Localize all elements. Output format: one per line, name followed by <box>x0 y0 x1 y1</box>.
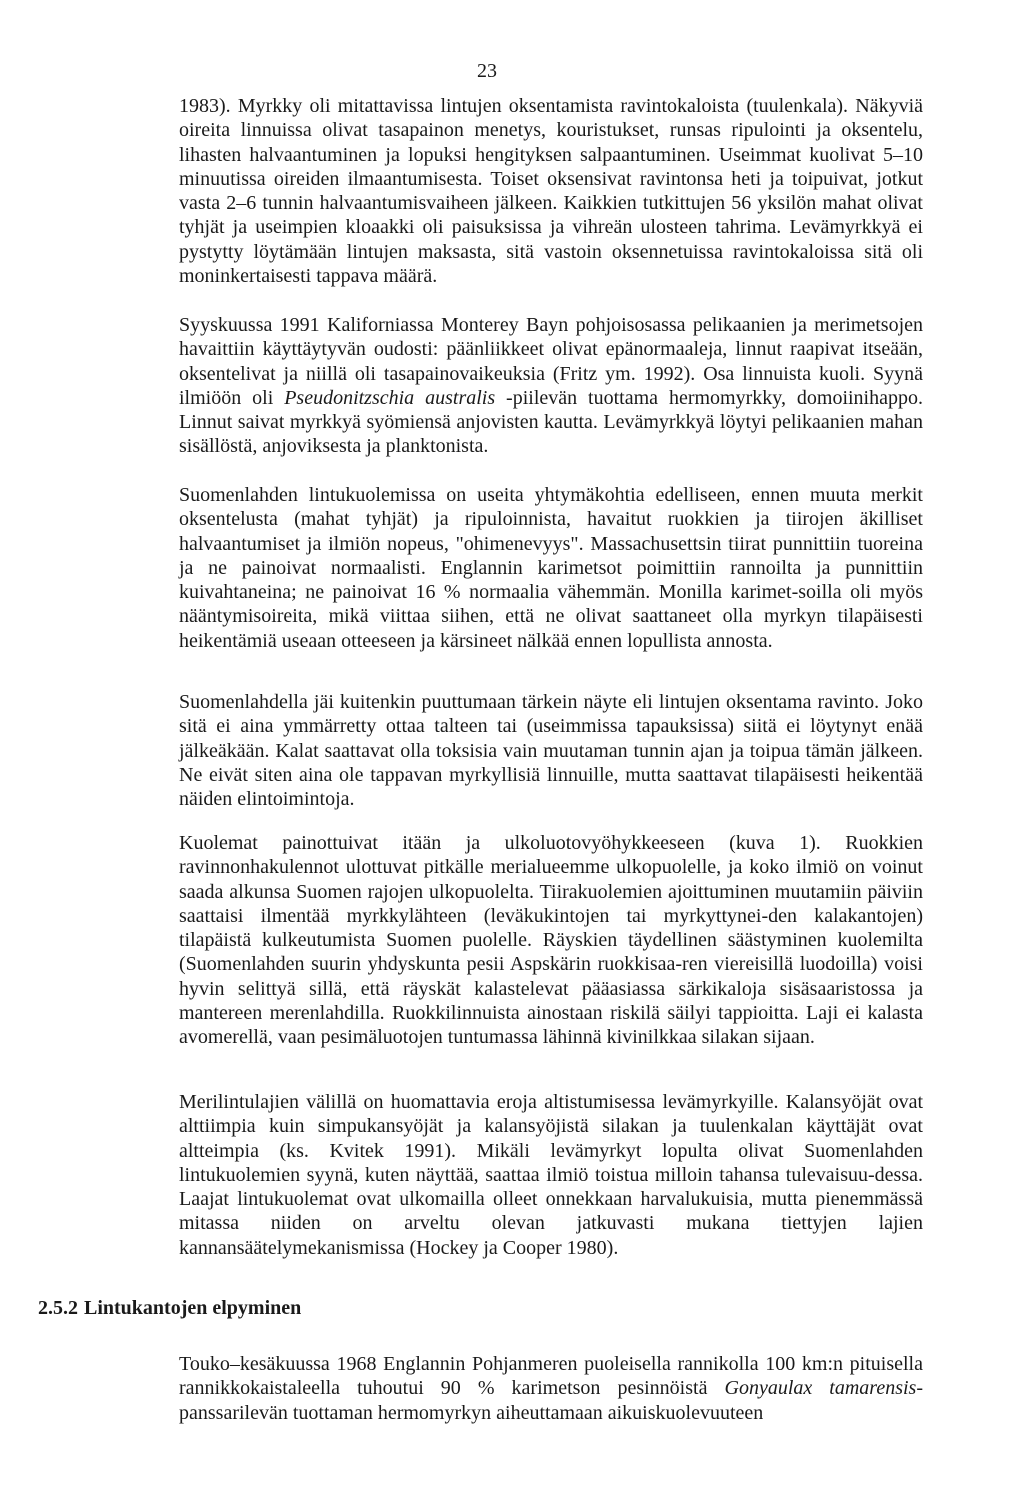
species-name-italic: Pseudonitzschia australis <box>284 386 496 409</box>
paragraph-7-text-start: Touko–kesäkuussa 1968 Englannin Pohjanmeren puoleisella rannikolla 100 km:n pituisella rannikkokaistaleella tuhoutui 90 % karimetson pesinnöistä <box>179 1353 923 1400</box>
paragraph-7 <box>179 1352 923 1425</box>
paragraph-7-text-end: -panssarilevän tuottaman hermomyrkyn aiheuttamaan aikuiskuolevuuteen <box>179 1377 924 1424</box>
paragraph-4: Suomenlahdella jäi kuitenkin puuttumaan tärkein näyte eli lintujen oksentama ravinto. Joko sitä ei aina ymmärretty ottaa talteen tai (useimmissa tapauksissa) siitä ei löytynyt enää jälkeäkään. Kalat saattavat olla toksisia vain muutaman tunnin ajan ja toipua tämän jälkeen. Ne eivät siten aina ole tappavan myrkyllisiä linnuille, mutta saattavat tilapäisesti heikentää näiden elintoimintoja. <box>179 691 923 811</box>
paragraph-6: Merilintulajien välillä on huomattavia eroja altistumisessa levämyrkyille. Kalansyöjät ovat alttiimpia kuin simpukansyöjät ja kalansyöjistä silakan ja tuulenkalan käyttäjät ovat altteimpia (ks. Kvitek 1991). Mikäli levämyrkyt lopulta olivat Suomenlahden lintukuolemien syynä, kuten näyttää, saattaa ilmiö toistua milloin tahansa tulevaisuu-dessa. Laajat lintukuolemat ovat ulkomailla olleet onnekkaan harvalukuisia, mutta pienemmässä mitassa niiden on arveltu olevan jatkuvasti mukana tiettyjen lajien kannansäätelymekanismissa (Hockey ja Cooper 1980). <box>179 1091 923 1259</box>
paragraph-3: Suomenlahden lintukuolemissa on useita yhtymäkohtia edelliseen, ennen muuta merkit oksentelusta (mahat tyhjät) ja ripuloinnista, havaitut ruokkien ja tiirojen äkilliset halvaantumiset ja ilmiön nopeus, "ohimenevyys". Massachusettsin tiirat punnittiin tuoreina ja ne painoivat normaalisti. Englannin karimetsot poimittiin rannoilta ja punnittiin kuivahtaneina; ne painoivat 16 % normaalia vähemmän. Monilla karimet-soilla oli myös nääntymisoireita, mikä viittaa siihen, että ne olivat saattaneet olla myrkyn tilapäisesti heikentämiä useaan otteeseen ja kärsineet nälkää ennen lopullista annosta. <box>179 484 923 652</box>
paragraph-2-text-start: Syyskuussa 1991 Kaliforniassa Monterey Bayn pohjoisosassa pelikaanien ja merimetsojen havaittiin käyttäytyvän oudosti: päänliikkeet olivat epänormaaleja, linnut raapivat itseään, oksentelivat ja niillä oli tasapainovaikeuksia (Fritz ym. 1992). Osa linnuista kuoli. Syynä ilmiöön oli <box>179 314 923 409</box>
section-heading <box>38 1297 301 1320</box>
paragraph-1: 1983). Myrkky oli mitattavissa lintujen oksentamista ravintokaloista (tuulenkala). Näkyviä oireita linnuissa olivat tasapainon menetys, kouristukset, runsas ripulointi ja oksentelu, lihasten halvaantuminen ja lopuksi hengityksen salpaantuminen. Useimmat kuolivat 5–10 minuutissa oireiden ilmaantumisesta. Toiset oksensivat ravintonsa heti ja toipuivat, jotkut vasta 2–6 tunnin halvaantumisvaiheen jälkeen. Kaikkien tutkittujen 56 yksilön mahat olivat tyhjät ja useimpien kloaakki oli paisuksissa ja vihreän ulosteen tahrima. Levämyrkkyä ei pystytty löytämään lintujen maksasta, sitä vastoin oksennetuissa ravintokaloissa sitä oli moninkertaisesti tappava määrä. <box>179 95 923 288</box>
section-number: 2.5.2 <box>38 1297 78 1319</box>
page-number: 23 <box>477 60 497 82</box>
paragraph-2-text-end: -piilevän tuottama hermomyrkky, domoiinihappo. Linnut saivat myrkkyä syömiensä anjovisten kautta. Levämyrkkyä löytyi pelikaanien mahan sisällöstä, anjoviksesta ja planktonista. <box>179 386 923 458</box>
paragraph-5: Kuolemat painottuivat itään ja ulkoluotovyöhykkeeseen (kuva 1). Ruokkien ravinnonhakulennot ulottuvat pitkälle merialueemme ulkopuolelle, ja koko ilmiö on voinut saada alkunsa Suomen rajojen ulkopuolelta. Tiirakuolemien ajoittuminen muutamiin päiviin saattaisi ilmentää myrkkylähteen (leväkukintojen tai myrkyttynei-den kalakantojen) tilapäistä kulkeutumista Suomen puolelle. Räyskien täydellinen säästyminen kuolemilta (Suomenlahden suurin yhdyskunta pesii Aspskärin ruokkisaa-ren viereisillä luodoilla) voisi hyvin selittyä sillä, että räyskät kalastelevat pääasiassa särkikaloja sisäsaaristossa ja mantereen merenlahdilla. Ruokkilinnuista ainostaan riskilä säilyi tappioitta. Laji ei kalasta avomerellä, vaan pesimäluotojen tuntumassa lähinnä kivinilkkaa silakan sijaan. <box>179 832 923 1049</box>
section-title: Lintukantojen elpyminen <box>84 1297 302 1319</box>
paragraph-2 <box>179 313 923 459</box>
species-name-italic-2: Gonyaulax tamarensis <box>724 1377 917 1400</box>
